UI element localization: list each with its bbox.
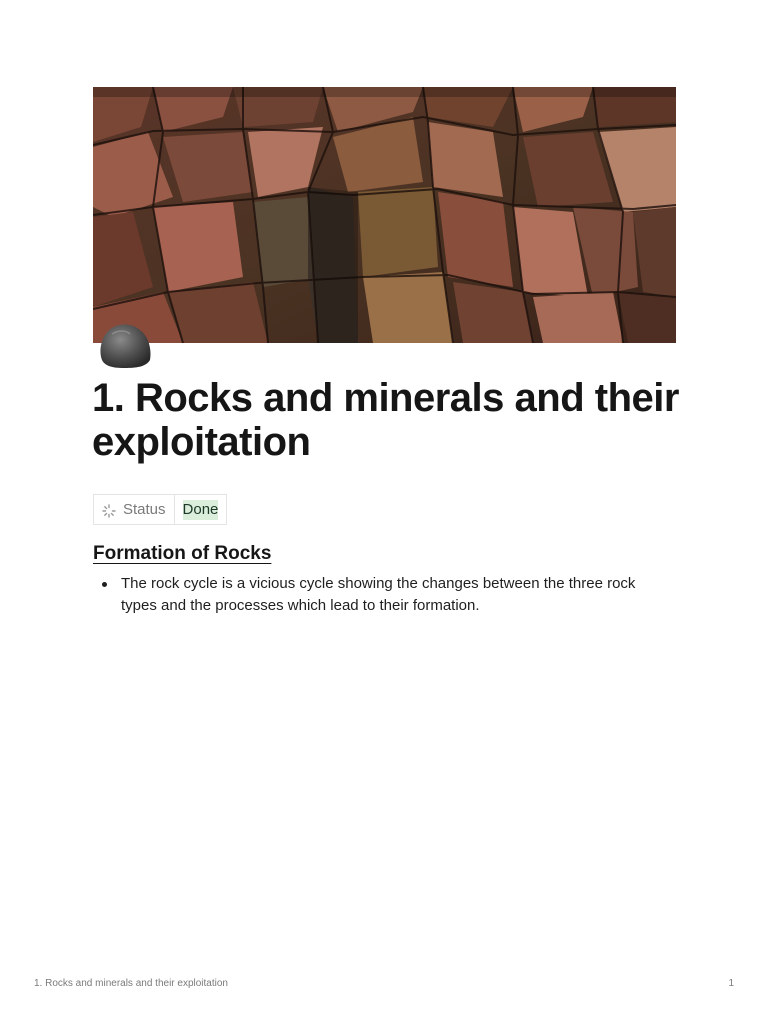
status-property-value[interactable]: [175, 495, 227, 524]
status-property-name: [94, 495, 175, 524]
status-label: Status: [123, 501, 166, 518]
list-item: [93, 573, 673, 617]
page-number: 1: [728, 978, 734, 989]
footer-title: 1. Rocks and minerals and their exploitation: [34, 978, 228, 989]
loader-icon: [102, 504, 116, 518]
bullet-dot: [102, 582, 107, 587]
status-badge[interactable]: Done: [182, 500, 219, 518]
list-item-text: The rock cycle is a vicious cycle showing the changes between the three rock types and the processes which lead to their formation.: [121, 575, 636, 614]
section-heading: Formation of Rocks: [93, 543, 272, 564]
cover-image: [93, 87, 676, 343]
properties-table: [93, 494, 227, 525]
rock-icon: [96, 320, 154, 370]
bullet-list: [93, 573, 673, 617]
page-title: 1. Rocks and minerals and their exploitation: [92, 376, 679, 464]
